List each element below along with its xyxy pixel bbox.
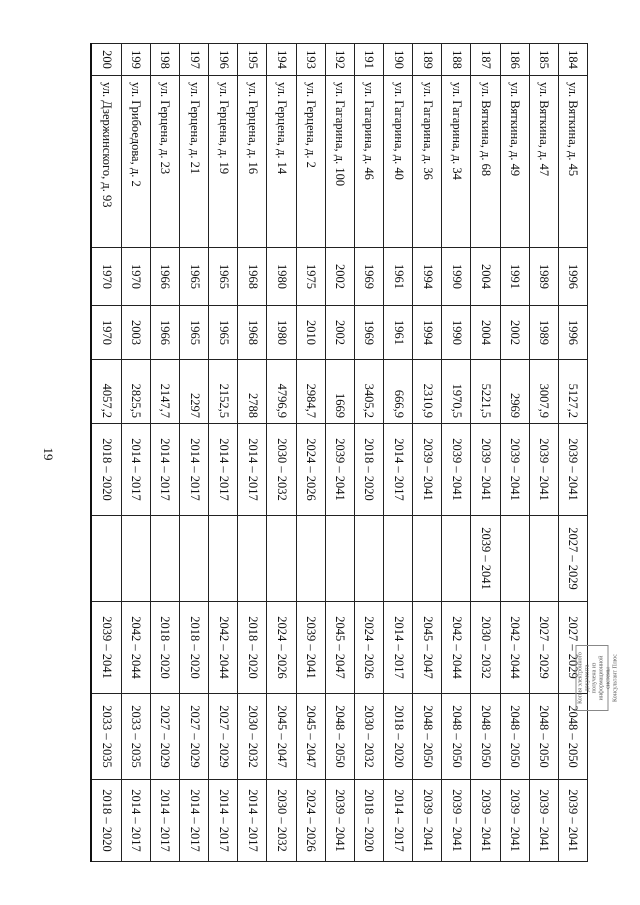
period-3-cell: 2018 – 2020 <box>238 602 267 694</box>
page-number: 19 <box>41 447 56 461</box>
stamp <box>576 645 619 711</box>
period-4-cell: 2045 – 2047 <box>296 694 325 780</box>
reconstruction-year-cell: 1969 <box>354 306 383 360</box>
period-2-cell <box>238 516 267 602</box>
row-number-cell: 193 <box>296 44 325 76</box>
period-4-cell: 2030 – 2032 <box>238 694 267 780</box>
area-cell: 2825,5 <box>121 360 150 424</box>
area-cell: 1970,5 <box>442 360 471 424</box>
area-cell: 2297 <box>180 360 209 424</box>
period-5-cell: 2014 – 2017 <box>238 780 267 862</box>
area-cell: 4057,2 <box>91 360 121 424</box>
build-year-cell: 1970 <box>121 248 150 306</box>
reconstruction-year-cell: 1965 <box>209 306 238 360</box>
period-1-cell: 2039 – 2041 <box>471 424 500 516</box>
stamp-line: получена из информационной системы <box>591 655 612 701</box>
table-row <box>471 44 500 862</box>
stamp-line: Копия электронного документа <box>577 652 591 704</box>
reconstruction-year-cell: 2002 <box>325 306 354 360</box>
period-4-cell: 2048 – 2050 <box>325 694 354 780</box>
period-2-cell <box>209 516 238 602</box>
period-3-cell: 2039 – 2041 <box>296 602 325 694</box>
period-5-cell: 2014 – 2017 <box>209 780 238 862</box>
period-1-cell: 2014 – 2017 <box>180 424 209 516</box>
period-3-cell: 2042 – 2044 <box>442 602 471 694</box>
reconstruction-year-cell: 1994 <box>413 306 442 360</box>
row-number-cell: 188 <box>442 44 471 76</box>
area-cell: 3007,9 <box>529 360 558 424</box>
table-row <box>180 44 209 862</box>
table-row <box>558 44 587 862</box>
period-4-cell: 2048 – 2050 <box>413 694 442 780</box>
address-cell: ул. Вяткина, д. 49 <box>500 76 529 248</box>
row-number-cell: 196 <box>209 44 238 76</box>
period-1-cell: 2039 – 2041 <box>325 424 354 516</box>
address-cell: ул. Гагарина, д. 100 <box>325 76 354 248</box>
row-number-cell: 189 <box>413 44 442 76</box>
period-2-cell <box>180 516 209 602</box>
table-row <box>354 44 383 862</box>
period-5-cell: 2039 – 2041 <box>325 780 354 862</box>
period-2-cell: 2027 – 2029 <box>558 516 587 602</box>
period-5-cell: 2039 – 2041 <box>471 780 500 862</box>
address-cell: ул. Герцена, д. 23 <box>150 76 179 248</box>
period-3-cell: 2042 – 2044 <box>500 602 529 694</box>
build-year-cell: 2004 <box>471 248 500 306</box>
row-number-cell: 191 <box>354 44 383 76</box>
area-cell: 2310,9 <box>413 360 442 424</box>
area-cell: 3405,2 <box>354 360 383 424</box>
area-cell: 2969 <box>500 360 529 424</box>
reconstruction-year-cell: 1970 <box>91 306 121 360</box>
stamp-line: Консультант Плюс <box>612 654 619 702</box>
row-number-cell: 194 <box>267 44 296 76</box>
period-3-cell: 2042 – 2044 <box>209 602 238 694</box>
period-3-cell: 2027 – 2029 <box>558 602 587 694</box>
table-body <box>91 44 588 862</box>
address-cell: ул. Дзержинского, д. 93 <box>91 76 121 248</box>
period-3-cell: 2042 – 2044 <box>121 602 150 694</box>
build-year-cell: 2002 <box>325 248 354 306</box>
period-2-cell <box>354 516 383 602</box>
period-5-cell: 2030 – 2032 <box>267 780 296 862</box>
period-3-cell: 2045 – 2047 <box>413 602 442 694</box>
period-1-cell: 2014 – 2017 <box>238 424 267 516</box>
period-2-cell <box>150 516 179 602</box>
area-cell: 4796,9 <box>267 360 296 424</box>
period-1-cell: 2039 – 2041 <box>413 424 442 516</box>
build-year-cell: 1980 <box>267 248 296 306</box>
period-1-cell: 2039 – 2041 <box>529 424 558 516</box>
period-3-cell: 2024 – 2026 <box>354 602 383 694</box>
period-2-cell <box>296 516 325 602</box>
period-1-cell: 2018 – 2020 <box>91 424 121 516</box>
table-row <box>413 44 442 862</box>
address-cell: ул. Грибоедова, д. 2 <box>121 76 150 248</box>
period-1-cell: 2039 – 2041 <box>500 424 529 516</box>
period-5-cell: 2018 – 2020 <box>354 780 383 862</box>
area-cell: 2984,7 <box>296 360 325 424</box>
build-year-cell: 1966 <box>150 248 179 306</box>
row-number-cell: 198 <box>150 44 179 76</box>
area-cell: 2788 <box>238 360 267 424</box>
address-cell: ул. Вяткина, д. 47 <box>529 76 558 248</box>
period-5-cell: 2039 – 2041 <box>558 780 587 862</box>
period-3-cell: 2030 – 2032 <box>471 602 500 694</box>
row-number-cell: 187 <box>471 44 500 76</box>
period-2-cell <box>413 516 442 602</box>
reconstruction-year-cell: 1980 <box>267 306 296 360</box>
build-year-cell: 1969 <box>354 248 383 306</box>
reconstruction-year-cell: 1989 <box>529 306 558 360</box>
address-cell: ул. Гагарина, д. 46 <box>354 76 383 248</box>
period-1-cell: 2014 – 2017 <box>150 424 179 516</box>
period-5-cell: 2024 – 2026 <box>296 780 325 862</box>
period-3-cell: 2014 – 2017 <box>384 602 413 694</box>
table-row <box>209 44 238 862</box>
address-cell: ул. Гагарина, д. 36 <box>413 76 442 248</box>
reconstruction-year-cell: 1968 <box>238 306 267 360</box>
period-5-cell: 2014 – 2017 <box>121 780 150 862</box>
reconstruction-year-cell: 1990 <box>442 306 471 360</box>
period-4-cell: 2048 – 2050 <box>558 694 587 780</box>
period-3-cell: 2018 – 2020 <box>150 602 179 694</box>
period-2-cell: 2039 – 2041 <box>471 516 500 602</box>
table-row <box>267 44 296 862</box>
period-5-cell: 2014 – 2017 <box>150 780 179 862</box>
row-number-cell: 199 <box>121 44 150 76</box>
address-cell: ул. Вяткина, д. 68 <box>471 76 500 248</box>
period-4-cell: 2045 – 2047 <box>267 694 296 780</box>
build-year-cell: 1990 <box>442 248 471 306</box>
period-4-cell: 2048 – 2050 <box>471 694 500 780</box>
reconstruction-year-cell: 1961 <box>384 306 413 360</box>
build-year-cell: 1970 <box>91 248 121 306</box>
build-year-cell: 1994 <box>413 248 442 306</box>
address-cell: ул. Гагарина, д. 40 <box>384 76 413 248</box>
period-2-cell <box>384 516 413 602</box>
period-5-cell: 2014 – 2017 <box>180 780 209 862</box>
period-1-cell: 2014 – 2017 <box>384 424 413 516</box>
period-5-cell: 2039 – 2041 <box>442 780 471 862</box>
period-1-cell: 2018 – 2020 <box>354 424 383 516</box>
reconstruction-year-cell: 1966 <box>150 306 179 360</box>
address-cell: ул. Герцена, д. 16 <box>238 76 267 248</box>
table-row <box>384 44 413 862</box>
period-3-cell: 2027 – 2029 <box>529 602 558 694</box>
period-4-cell: 2027 – 2029 <box>209 694 238 780</box>
row-number-cell: 200 <box>91 44 121 76</box>
period-1-cell: 2014 – 2017 <box>121 424 150 516</box>
row-number-cell: 186 <box>500 44 529 76</box>
period-4-cell: 2027 – 2029 <box>150 694 179 780</box>
period-5-cell: 2014 – 2017 <box>384 780 413 862</box>
reconstruction-year-cell: 2004 <box>471 306 500 360</box>
period-5-cell: 2039 – 2041 <box>413 780 442 862</box>
build-year-cell: 1996 <box>558 248 587 306</box>
period-2-cell <box>91 516 121 602</box>
period-5-cell: 2039 – 2041 <box>500 780 529 862</box>
period-1-cell: 2039 – 2041 <box>558 424 587 516</box>
period-2-cell <box>442 516 471 602</box>
table-row <box>442 44 471 862</box>
period-4-cell: 2030 – 2032 <box>354 694 383 780</box>
period-4-cell: 2018 – 2020 <box>384 694 413 780</box>
period-2-cell <box>529 516 558 602</box>
row-number-cell: 197 <box>180 44 209 76</box>
period-1-cell: 2024 – 2026 <box>296 424 325 516</box>
period-5-cell: 2018 – 2020 <box>91 780 121 862</box>
reconstruction-year-cell: 1996 <box>558 306 587 360</box>
table-row <box>500 44 529 862</box>
table-row <box>91 44 121 862</box>
build-year-cell: 1991 <box>500 248 529 306</box>
period-1-cell: 2014 – 2017 <box>209 424 238 516</box>
period-2-cell <box>325 516 354 602</box>
period-4-cell: 2048 – 2050 <box>500 694 529 780</box>
build-year-cell: 1965 <box>209 248 238 306</box>
reconstruction-year-cell: 2002 <box>500 306 529 360</box>
build-year-cell: 1965 <box>180 248 209 306</box>
build-year-cell: 1961 <box>384 248 413 306</box>
address-cell: ул. Герцена, д. 14 <box>267 76 296 248</box>
period-1-cell: 2039 – 2041 <box>442 424 471 516</box>
area-cell: 2152,5 <box>209 360 238 424</box>
row-number-cell: 192 <box>325 44 354 76</box>
build-year-cell: 1975 <box>296 248 325 306</box>
period-2-cell <box>500 516 529 602</box>
period-4-cell: 2033 – 2035 <box>121 694 150 780</box>
reconstruction-year-cell: 2003 <box>121 306 150 360</box>
schedule-table <box>90 43 588 861</box>
reconstruction-year-cell: 2010 <box>296 306 325 360</box>
address-cell: ул. Герцена, д. 21 <box>180 76 209 248</box>
row-number-cell: 185 <box>529 44 558 76</box>
reconstruction-year-cell: 1965 <box>180 306 209 360</box>
table-row <box>121 44 150 862</box>
area-cell: 1669 <box>325 360 354 424</box>
area-cell: 5127,2 <box>558 360 587 424</box>
period-3-cell: 2018 – 2020 <box>180 602 209 694</box>
period-4-cell: 2048 – 2050 <box>442 694 471 780</box>
period-2-cell <box>121 516 150 602</box>
row-number-cell: 190 <box>384 44 413 76</box>
table-row <box>296 44 325 862</box>
area-cell: 5221,5 <box>471 360 500 424</box>
address-cell: ул. Вяткина, д. 45 <box>558 76 587 248</box>
build-year-cell: 1989 <box>529 248 558 306</box>
build-year-cell: 1968 <box>238 248 267 306</box>
period-3-cell: 2039 – 2041 <box>91 602 121 694</box>
period-4-cell: 2027 – 2029 <box>180 694 209 780</box>
table-row <box>150 44 179 862</box>
table-row <box>325 44 354 862</box>
period-3-cell: 2024 – 2026 <box>267 602 296 694</box>
row-number-cell: 184 <box>558 44 587 76</box>
table-row <box>238 44 267 862</box>
area-cell: 666,9 <box>384 360 413 424</box>
period-1-cell: 2030 – 2032 <box>267 424 296 516</box>
period-2-cell <box>267 516 296 602</box>
address-cell: ул. Гагарина, д. 34 <box>442 76 471 248</box>
period-3-cell: 2045 – 2047 <box>325 602 354 694</box>
area-cell: 2147,7 <box>150 360 179 424</box>
address-cell: ул. Герцена, д. 2 <box>296 76 325 248</box>
table-row <box>529 44 558 862</box>
period-4-cell: 2048 – 2050 <box>529 694 558 780</box>
period-5-cell: 2039 – 2041 <box>529 780 558 862</box>
period-4-cell: 2033 – 2035 <box>91 694 121 780</box>
address-cell: ул. Герцена, д. 19 <box>209 76 238 248</box>
row-number-cell: 195 <box>238 44 267 76</box>
